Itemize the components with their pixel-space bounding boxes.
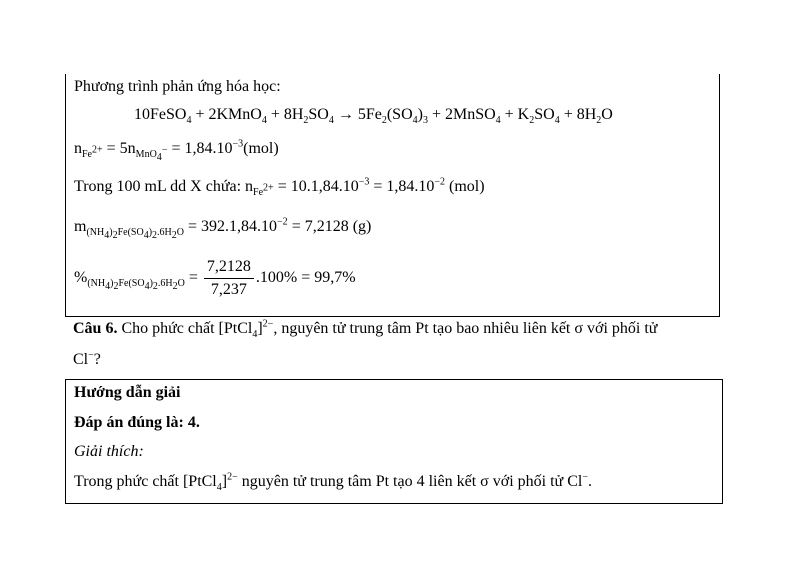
question-text: Câu 6. Cho phức chất [PtCl$_4$]$^{2-}$, nguyên tử trung tâm Pt tạo bao nhiêu liên kết σ với phối tử [73, 318, 658, 341]
fraction-numerator: 7,2128 [204, 258, 254, 279]
explanation-text: Trong phức chất [PtCl$_4$]$^{2-}$ nguyên tử trung tâm Pt tạo 4 liên kết σ với phối tử Cl−. [74, 471, 592, 494]
reaction-intro: Phương trình phản ứng hóa học: [74, 78, 281, 95]
purity-fraction [204, 258, 254, 299]
salt-mass: $m_{(NH_4)_2Fe(SO_4)_2.6H_2O} = 392.1,84.10^{-2} = 7,2128$ (g) [74, 216, 372, 242]
question-text-cont: Cl−? [73, 349, 101, 368]
explanation-label: Giải thích: [74, 443, 144, 460]
fraction-denominator: 7,237 [210, 281, 247, 298]
solution-box [65, 74, 720, 317]
moles-formula: $n_{Fe^{2+}} = 5n_{MnO_4^-} = 1,84.10^{-3}(mol)$ [74, 138, 279, 164]
answer-heading: Hướng dẫn giải [74, 384, 181, 401]
question-label: Câu 6. [73, 320, 118, 337]
purity-percent: $\%_{(NH_4)_2Fe(SO_4)_2.6H_2O}$ = $\frac{7,2128}{7,237}$ .100% = 99,7% [74, 258, 356, 298]
percent-result: .100% = 99,7% [255, 269, 356, 287]
answer-box [65, 379, 723, 504]
reaction-equation: 10FeSO$_4$ + 2KMnO$_4$ + $8H_2SO_4 \to 5Fe_2(SO_4)_3$ + 2MnSO$_4$ + $K_2SO_4 + 8H_2O$ [134, 106, 613, 127]
sample-moles: Trong 100 mL dd X chứa: $n_{Fe^{2+}} = 10.1,84.10^{-3} = 1,84.10^{-2}$ (mol) [74, 176, 485, 199]
sample-prefix: Trong 100 mL dd X chứa: [74, 178, 242, 195]
correct-answer: Đáp án đúng là: 4. [74, 414, 200, 431]
